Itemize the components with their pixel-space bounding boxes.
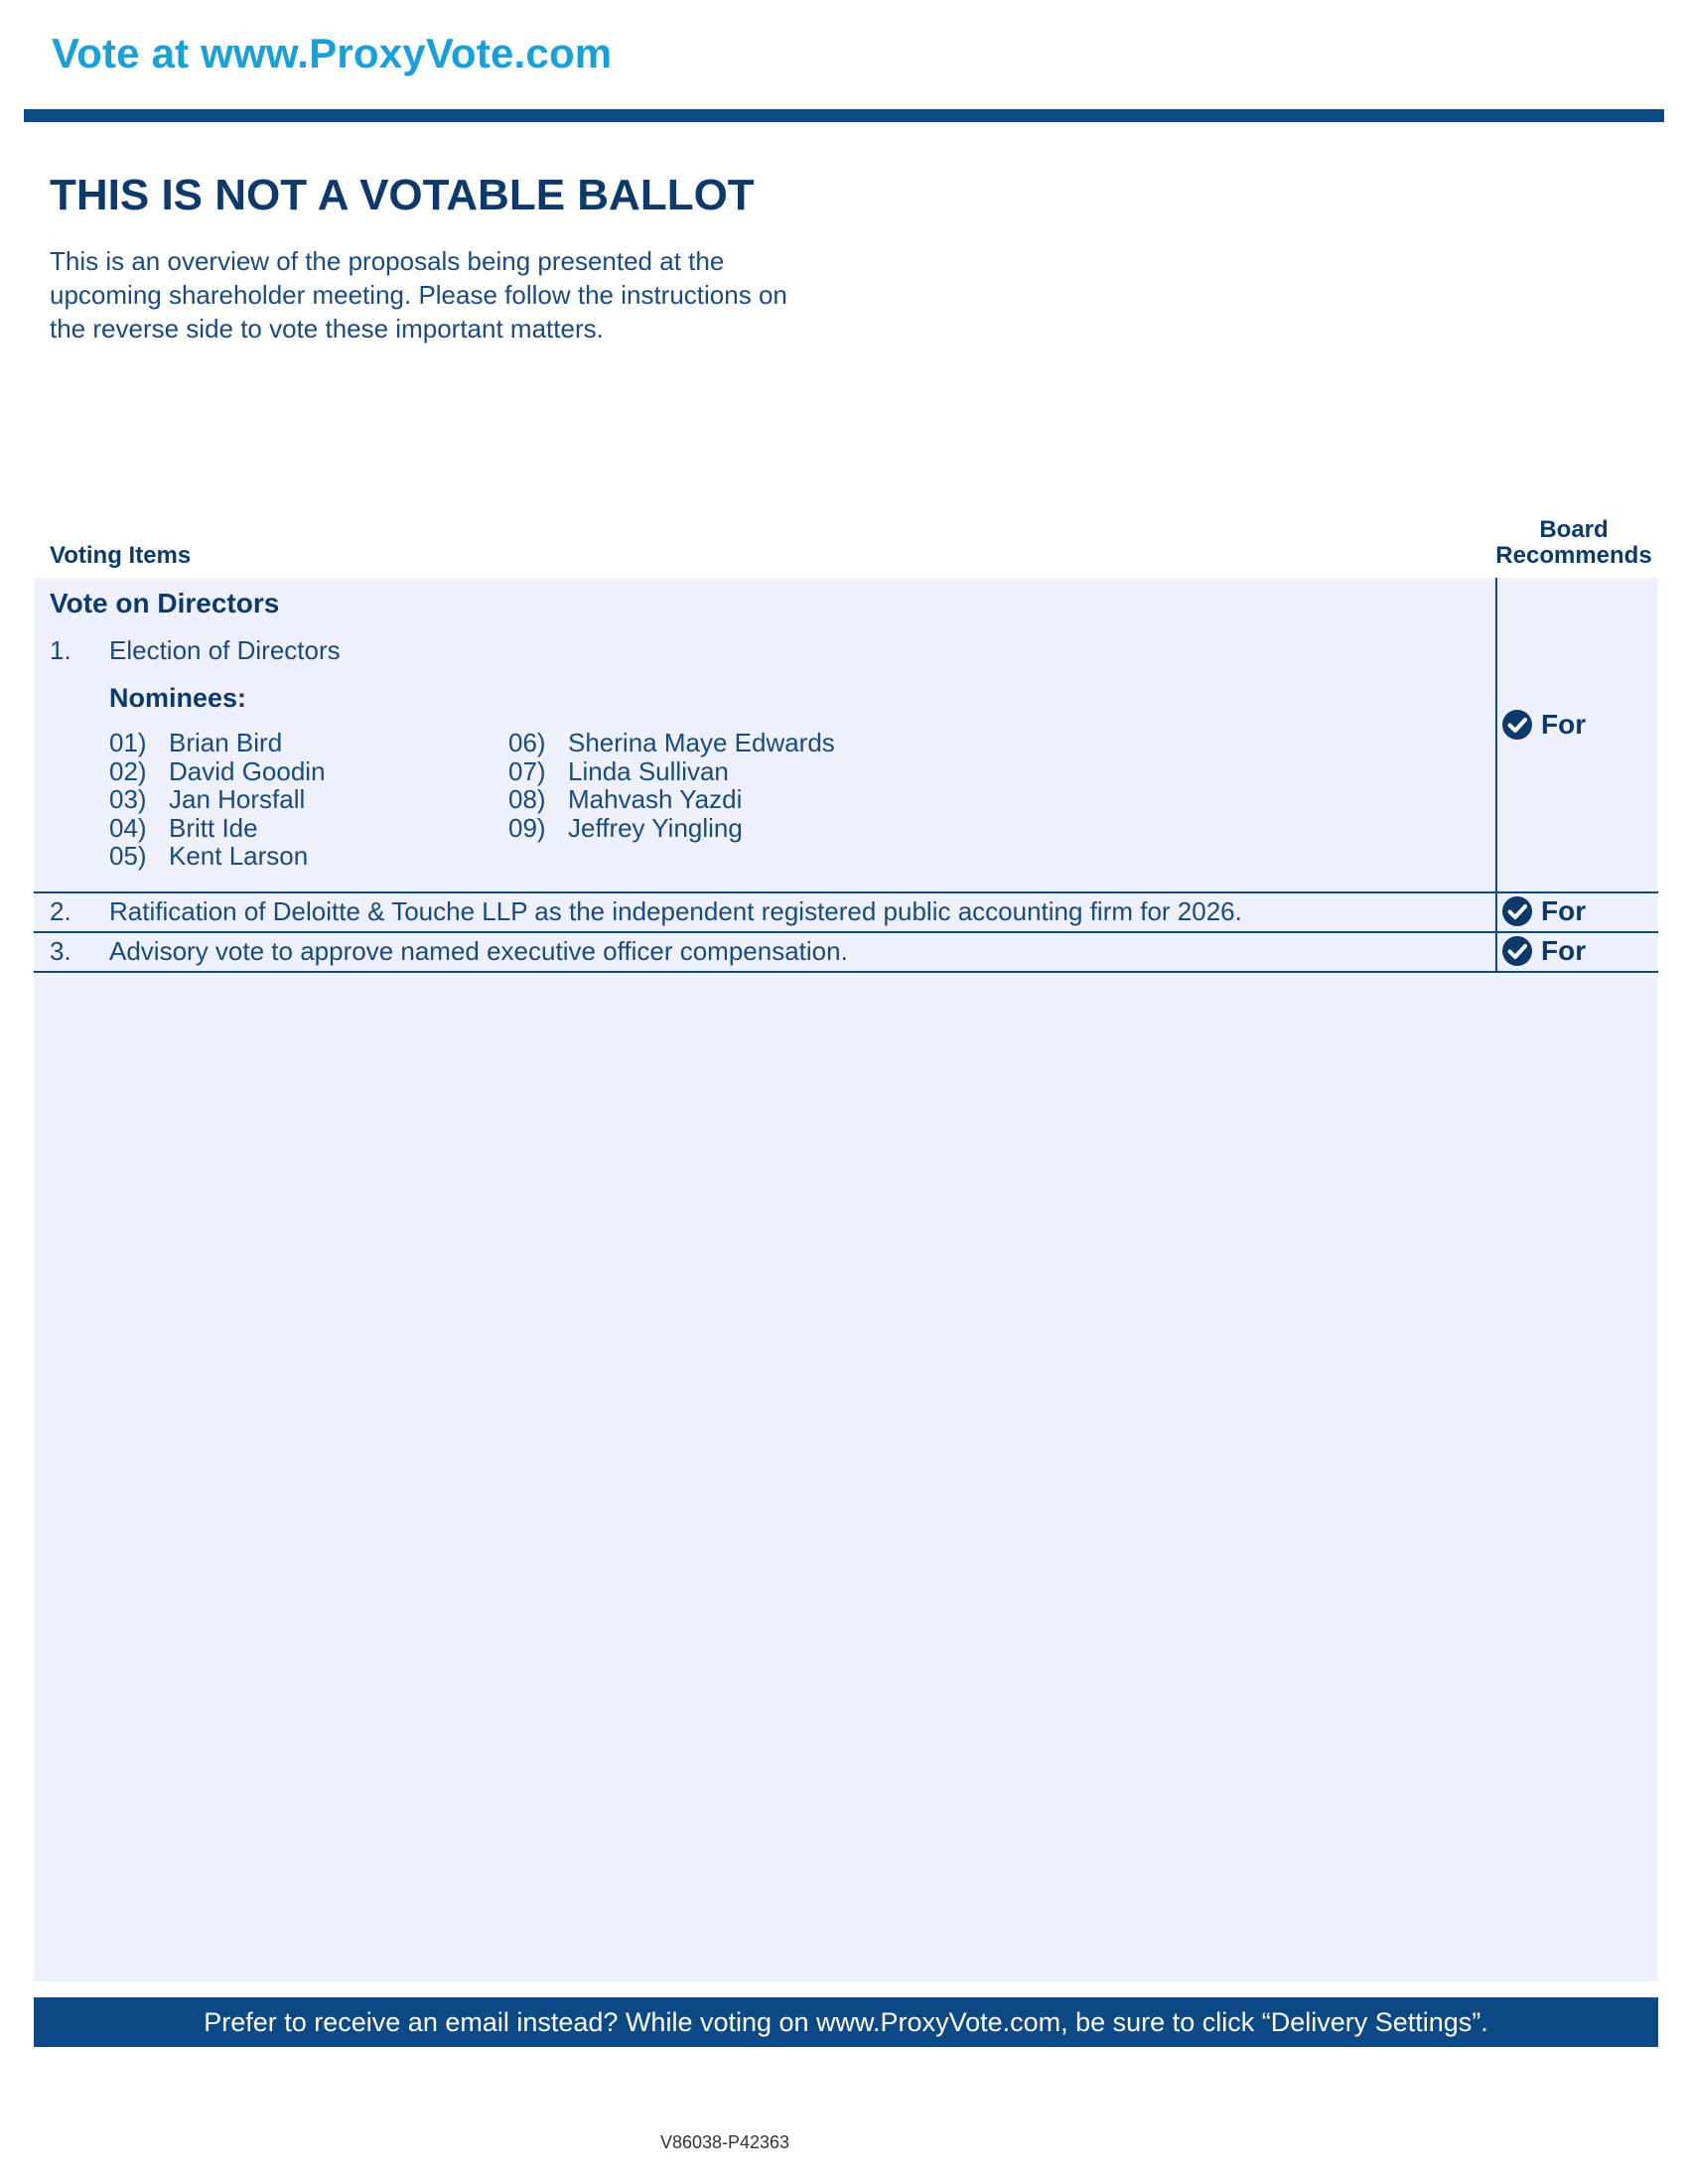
nominee-number: 02) bbox=[109, 755, 147, 786]
board-recommends-header bbox=[1489, 517, 1658, 569]
header-rule bbox=[24, 109, 1664, 122]
nominee-name: Linda Sullivan bbox=[568, 755, 729, 786]
nominee bbox=[508, 814, 835, 843]
nominee-number: 08) bbox=[508, 784, 546, 814]
nominee bbox=[109, 729, 326, 757]
page-title: THIS IS NOT A VOTABLE BALLOT bbox=[50, 171, 755, 219]
nominee bbox=[109, 814, 326, 843]
nominee-number: 09) bbox=[508, 812, 546, 843]
item-text: Ratification of Deloitte & Touche LLP as the independent registered public accounting firm for 2026. bbox=[109, 896, 1242, 926]
nominee-name: Britt Ide bbox=[169, 812, 258, 843]
nominee bbox=[109, 757, 326, 786]
intro-line: This is an overview of the proposals being presented at the bbox=[50, 246, 725, 276]
item-number: 1. bbox=[50, 635, 71, 665]
board-recommends-line: Recommends bbox=[1495, 542, 1652, 569]
board-recommends-line: Board bbox=[1539, 516, 1609, 543]
document-code: V86038-P42363 bbox=[659, 2132, 790, 2152]
nominee-number: 06) bbox=[508, 728, 546, 757]
item-text: Advisory vote to approve named executive officer compensation. bbox=[109, 936, 848, 966]
row-divider bbox=[34, 931, 1658, 933]
nominee bbox=[109, 785, 326, 814]
recommendation-item-3 bbox=[1501, 935, 1586, 967]
check-circle-icon bbox=[1501, 895, 1533, 927]
nominee-list-left bbox=[109, 729, 326, 871]
nominees-label: Nominees: bbox=[109, 683, 247, 713]
nominee-name: Mahvash Yazdi bbox=[568, 784, 743, 814]
nominee-name: Jan Horsfall bbox=[169, 784, 306, 814]
recommendation-label: For bbox=[1541, 895, 1587, 926]
nominee bbox=[508, 729, 835, 757]
nominee-name: Brian Bird bbox=[169, 728, 283, 757]
nominee bbox=[508, 785, 835, 814]
recommend-column-divider bbox=[1495, 578, 1497, 971]
nominee-name: David Goodin bbox=[169, 755, 326, 786]
nominee-name: Sherina Maye Edwards bbox=[568, 728, 835, 757]
row-divider bbox=[34, 971, 1658, 973]
nominee-number: 01) bbox=[109, 728, 147, 757]
recommendation-item-2 bbox=[1501, 895, 1586, 927]
nominee-list-right bbox=[508, 729, 835, 842]
item-text: Election of Directors bbox=[109, 635, 341, 665]
nominee-name: Kent Larson bbox=[169, 841, 309, 871]
nominee bbox=[109, 842, 326, 871]
voting-items-header: Voting Items bbox=[50, 542, 192, 569]
section-title: Vote on Directors bbox=[50, 588, 280, 618]
intro-line: the reverse side to vote these important matters. bbox=[50, 314, 604, 343]
recommendation-item-1 bbox=[1501, 709, 1586, 741]
check-circle-icon bbox=[1501, 709, 1533, 741]
proxyvote-link[interactable]: Vote at www.ProxyVote.com bbox=[52, 30, 613, 76]
intro-text bbox=[50, 244, 864, 345]
recommendation-label: For bbox=[1541, 709, 1587, 740]
nominee-number: 05) bbox=[109, 841, 147, 871]
delivery-settings-banner: Prefer to receive an email instead? While voting on www.ProxyVote.com, be sure to click “Delivery Settings”. bbox=[34, 1997, 1658, 2047]
check-circle-icon bbox=[1501, 935, 1533, 967]
nominee-number: 03) bbox=[109, 784, 147, 814]
nominee-name: Jeffrey Yingling bbox=[568, 812, 743, 843]
nominee bbox=[508, 757, 835, 786]
item-number: 2. bbox=[50, 896, 71, 926]
recommendation-label: For bbox=[1541, 935, 1587, 966]
row-divider bbox=[34, 891, 1658, 893]
item-number: 3. bbox=[50, 936, 71, 966]
nominee-number: 07) bbox=[508, 755, 546, 786]
nominee-number: 04) bbox=[109, 812, 147, 843]
intro-line: upcoming shareholder meeting. Please follow the instructions on bbox=[50, 280, 787, 310]
